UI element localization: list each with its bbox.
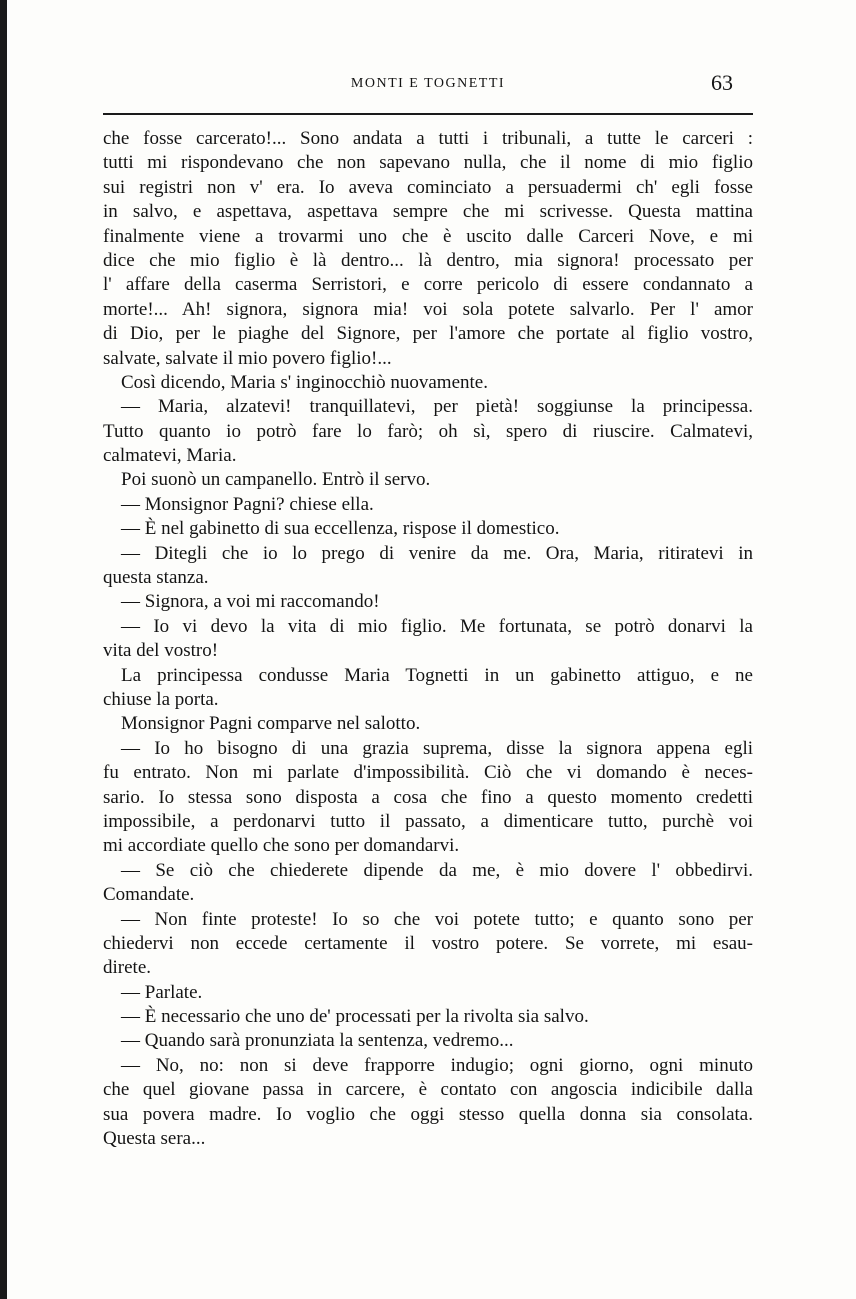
text-line: salvate, salvate il mio povero figlio!... (103, 347, 392, 369)
text-line: sario. Io stessa sono disposta a cosa che fino a questo momento credetti (103, 786, 753, 808)
text-line: — Non finte proteste! Io so che voi potete tutto; e quanto sono per (121, 908, 753, 930)
text-line: finalmente viene a trovarmi uno che è uscito dalle Carceri Nove, e mi (103, 225, 753, 247)
text-line: — Ditegli che io lo prego di venire da me. Ora, Maria, ritiratevi in (121, 542, 753, 564)
text-line: in salvo, e aspettava, aspettava sempre che mi scrivesse. Questa mattina (103, 201, 753, 223)
text-line: — Quando sarà pronunziata la sentenza, vedremo... (121, 1030, 514, 1052)
text-line: Comandate. (103, 884, 195, 906)
text-line: impossibile, a perdonarvi tutto il passato, a dimenticare tutto, purchè voi (103, 810, 753, 832)
text-line: — Maria, alzatevi! tranquillatevi, per pietà! soggiunse la principessa. (121, 396, 753, 418)
text-line: calmatevi, Maria. (103, 445, 237, 467)
text-line: — Parlate. (121, 981, 203, 1003)
text-line: Monsignor Pagni comparve nel salotto. (121, 713, 421, 735)
text-line: vita del vostro! (103, 640, 219, 662)
text-line: — È necessario che uno de' processati per la rivolta sia salvo. (121, 1006, 589, 1028)
text-line: — Io vi devo la vita di mio figlio. Me fortunata, se potrò donarvi la (121, 615, 753, 637)
text-line: dice che mio figlio è là dentro... là dentro, mia signora! processato per (103, 249, 753, 271)
text-line: chiuse la porta. (103, 688, 219, 710)
text-line: — Monsignor Pagni? chiese ella. (121, 493, 374, 515)
header-rule (103, 113, 753, 115)
text-line: Così dicendo, Maria s' inginocchiò nuovamente. (121, 371, 488, 393)
text-line: che quel giovane passa in carcere, è contato con angoscia indicibile dalla (103, 1079, 753, 1101)
text-line: Poi suonò un campanello. Entrò il servo. (121, 469, 431, 491)
text-line: che fosse carcerato!... Sono andata a tutti i tribunali, a tutte le carceri : (103, 128, 753, 149)
text-line: — No, no: non si deve frapporre indugio; ogni giorno, ogni minuto (121, 1054, 753, 1076)
text-line: di Dio, per le piaghe del Signore, per l'amore che portate al figlio vostro, (103, 323, 753, 345)
text-line: tutti mi rispondevano che non sapevano nulla, che il nome di mio figlio (103, 152, 753, 174)
text-line: La principessa condusse Maria Tognetti in un gabinetto attiguo, e ne (121, 664, 753, 686)
text-line: — Io ho bisogno di una grazia suprema, disse la signora appena egli (121, 737, 753, 759)
text-line: — È nel gabinetto di sua eccellenza, rispose il domestico. (121, 518, 560, 540)
page-header (103, 70, 753, 98)
body-text (103, 127, 753, 1151)
text-line: l' affare della caserma Serristori, e corre pericolo di essere condannato a (103, 274, 753, 296)
page-number: 63 (711, 70, 733, 95)
text-line: Tutto quanto io potrò fare lo farò; oh sì, spero di riuscire. Calmatevi, (103, 420, 753, 442)
text-line: mi accordiate quello che sono per domandarvi. (103, 835, 460, 857)
text-line: morte!... Ah! signora, signora mia! voi sola potete salvarlo. Per l' amor (103, 298, 753, 320)
text-line: — Se ciò che chiederete dipende da me, è mio dovere l' obbedirvi. (121, 859, 753, 881)
text-line: — Signora, a voi mi raccomando! (121, 591, 380, 613)
running-title: MONTI E TOGNETTI (350, 76, 506, 91)
text-line: direte. (103, 957, 152, 979)
text-line: Questa sera... (103, 1128, 206, 1150)
text-line: sua povera madre. Io voglio che oggi stesso quella donna sia consolata. (103, 1103, 753, 1125)
page-edge (0, 0, 7, 1299)
text-line: questa stanza. (103, 567, 209, 589)
text-line: sui registri non v' era. Io aveva cominciato a persuadermi ch' egli fosse (103, 176, 753, 198)
text-line: fu entrato. Non mi parlate d'impossibilità. Ciò che vi domando è neces- (103, 762, 753, 784)
text-line: chiedervi non eccede certamente il vostro potere. Se vorrete, mi esau- (103, 932, 753, 954)
